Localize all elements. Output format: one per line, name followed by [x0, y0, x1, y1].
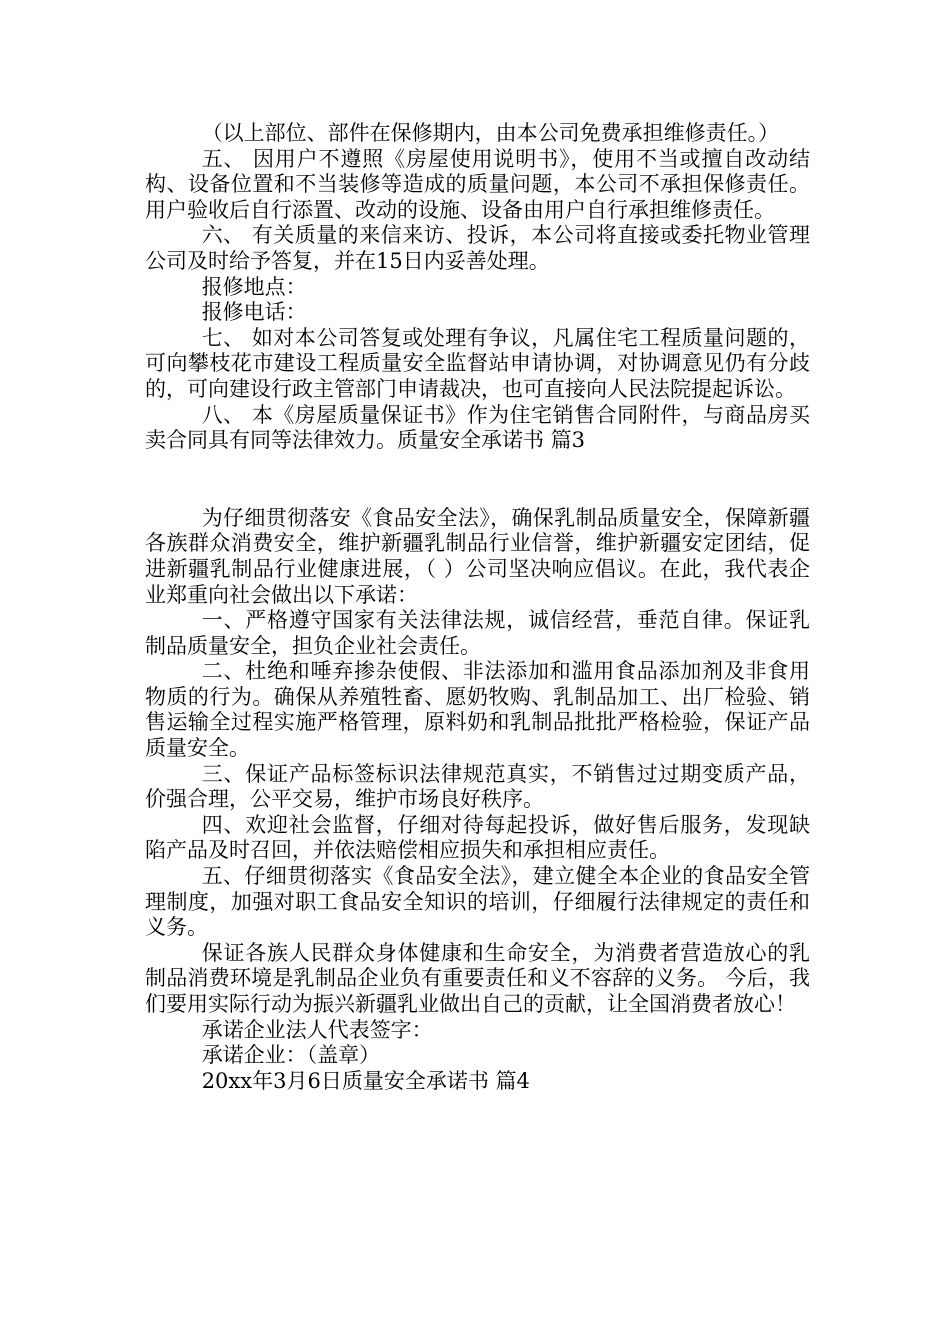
- section-gap: [145, 454, 810, 506]
- paragraph-warranty-note: （以上部位、部件在保修期内，由本公司免费承担维修责任。）: [201, 121, 780, 145]
- paragraph-clause-5: 五、 因用户不遵照《房屋使用说明书》，使用不当或擅自改动结构、设备位置和不当装修等造成的质量问题，本公司不承担保修责任。用户验收后自行添置、改动的设施、设备由用户自行承担维修责任。: [145, 146, 810, 222]
- paragraph-signature-line: 承诺企业法人代表签字：: [201, 1017, 433, 1042]
- paragraph-clause-6: 六、 有关质量的来信来访、投诉，本公司将直接或委托物业管理公司及时给予答复，并在15日内妥善处理。: [145, 223, 810, 273]
- document-page: [145, 121, 810, 1094]
- paragraph-clause-7: 七、 如对本公司答复或处理有争议，凡属住宅工程质量问题的，可向攀枝花市建设工程质量安全监督站申请协调，对协调意见仍有分歧的，可向建设行政主管部门申请裁决，也可直接向人民法院提起诉讼。: [145, 325, 810, 401]
- paragraph-pledge-5: 五、仔细贯彻落实《食品安全法》，建立健全本企业的食品安全管理制度，加强对职工食品安全知识的培训，仔细履行法律规定的责任和义务。: [145, 864, 810, 940]
- paragraph-pledge-intro: 为仔细贯彻落安《食品安全法》，确保乳制品质量安全，保障新疆各族群众消费安全，维护新疆乳制品行业信誉，维护新疆安定团结，促进新疆乳制品行业健康进展，（ ）公司坚决响应倡议。在此，我代表企业郑重向社会做出以下承诺：: [145, 505, 810, 607]
- paragraph-pledge-2: 二、杜绝和唾弃掺杂使假、非法添加和滥用食品添加剂及非食用物质的行为。确保从养殖牲畜、愿奶牧购、乳制品加工、出厂检验、销售运输全过程实施严格管理，原料奶和乳制品批批严格检验，保证产品质量安全。: [145, 659, 810, 761]
- paragraph-pledge-3: 三、保证产品标签标识法律规范真实，不销售过过期变质产品，价强合理，公平交易，维护市场良好秩序。: [145, 761, 810, 812]
- paragraph-pledge-4: 四、欢迎社会监督，仔细对待每起投诉，做好售后服务，发现缺陷产品及时召回，并依法赔偿相应损失和承担相应责任。: [145, 812, 810, 863]
- paragraph-repair-phone: 报修电话：: [201, 300, 307, 325]
- paragraph-pledge-1: 一、严格遵守国家有关法律法规，诚信经营，垂范自律。保证乳制品质量安全，担负企业社会责任。: [145, 608, 810, 658]
- paragraph-seal-line: 承诺企业：（盖章）: [201, 1043, 381, 1068]
- paragraph-pledge-closing: 保证各族人民群众身体健康和生命安全，为消费者营造放心的乳制品消费环境是乳制品企业负有重要责任和义不容辞的义务。 今后，我们要用实际行动为振兴新疆乳业做出自己的贡献，让全国消费者放心！: [145, 940, 810, 1016]
- paragraph-repair-address: 报修地点：: [201, 274, 307, 299]
- paragraph-clause-8: 八、 本《房屋质量保证书》作为住宅销售合同附件，与商品房买卖合同具有同等法律效力。质量安全承诺书 篇3: [145, 402, 810, 453]
- paragraph-date-line: 20xx年3月6日质量安全承诺书 篇4: [201, 1068, 530, 1093]
